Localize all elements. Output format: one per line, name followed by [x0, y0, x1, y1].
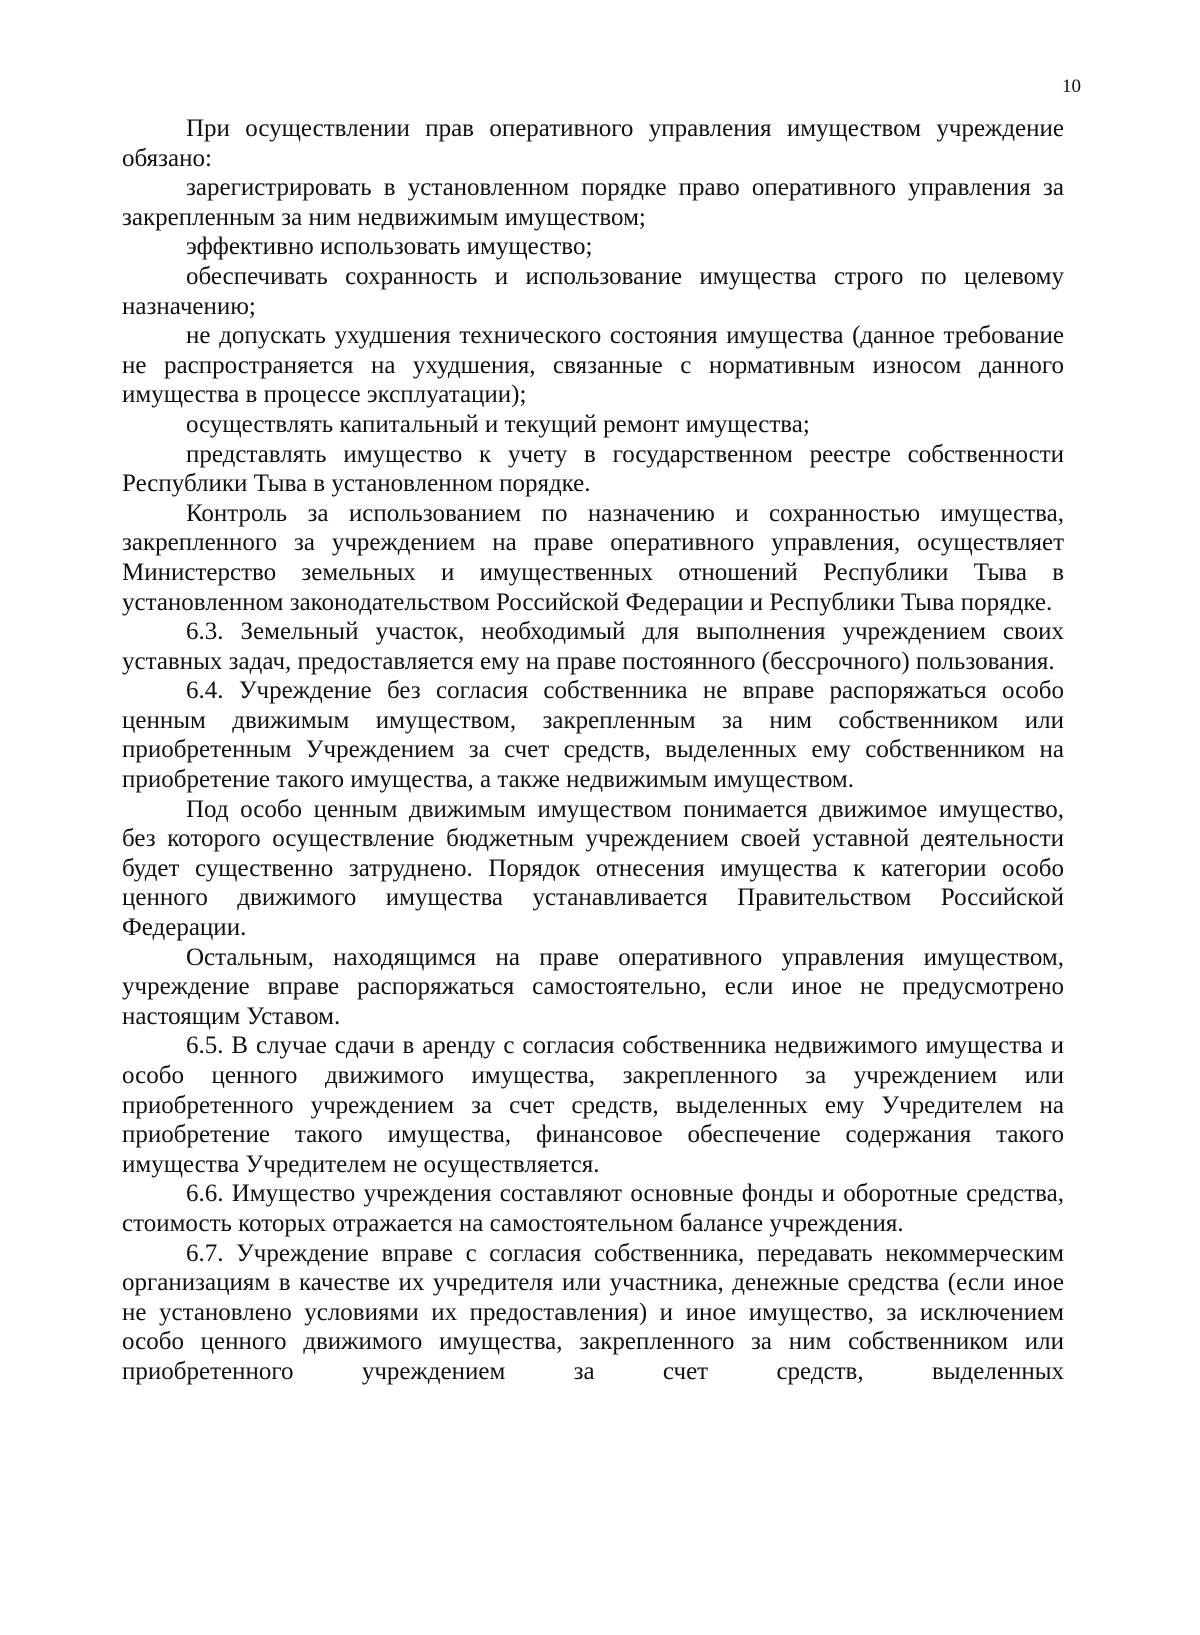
- page-number: 10: [1062, 76, 1081, 97]
- paragraph-6-6: 6.6. Имущество учреждения составляют основные фонды и оборотные средства, стоимость которых отражается на самостоятельном балансе учреждения.: [122, 1180, 1064, 1237]
- paragraph-other-property: Остальным, находящимся на праве оперативного управления имуществом, учреждение вправе распоряжаться самостоятельно, если иное не предусмотрено настоящим Уставом.: [122, 943, 1064, 1030]
- paragraph-register: зарегистрировать в установленном порядке право оперативного управления за закрепленным за ним недвижимым имуществом;: [122, 174, 1064, 231]
- paragraph-registry: представлять имущество к учету в государственном реестре собственности Республики Тыва в установленном порядке.: [122, 440, 1064, 498]
- paragraph-6-7: 6.7. Учреждение вправе с согласия собственника, передавать некоммерческим организациям в качестве их учредителя или участника, денежные средства (если иное не установлено условиями их предоставления) и иное имущество, за исключением особо ценного движимого имущества, закрепленного за ним собственником или приобретенного учреждением за счет средств, выделенных: [122, 1239, 1064, 1385]
- paragraph-6-5: 6.5. В случае сдачи в аренду с согласия собственника недвижимого имущества и особо ценного движимого имущества, закрепленного за учреждением или приобретенного учреждением за счет средств, выделенных ему Учредителем на приобретение такого имущества, финансовое обеспечение содержания такого имущества Учредителем не осуществляется.: [122, 1032, 1064, 1178]
- paragraph-control: Контроль за использованием по назначению и сохранностью имущества, закрепленного за учреждением на праве оперативного управления, осуществляет Министерство земельных и имущественных отношений Республики Тыва в установленном законодательством Российской Федерации и Республики Тыва порядке.: [122, 499, 1064, 616]
- paragraph-intro: При осуществлении прав оперативного управления имуществом учреждение обязано:: [122, 115, 1064, 172]
- paragraph-no-deterioration: не допускать ухудшения технического состояния имущества (данное требование не распространяется на ухудшения, связанные с нормативным износом данного имущества в процессе эксплуатации);: [122, 322, 1064, 409]
- document-body: [122, 114, 1064, 1387]
- paragraph-repair: осуществлять капитальный и текущий ремонт имущества;: [186, 410, 810, 438]
- paragraph-6-4: 6.4. Учреждение без согласия собственника не вправе распоряжаться особо ценным движимым имуществом, закрепленным за ним собственником или приобретенным Учреждением за счет средств, выделенных ему собственником на приобретение такого имущества, а также недвижимым имуществом.: [122, 677, 1064, 794]
- paragraph-preserve: обеспечивать сохранность и использование имущества строго по целевому назначению;: [122, 262, 1064, 320]
- paragraph-use-effectively: эффективно использовать имущество;: [186, 233, 593, 261]
- paragraph-6-3: 6.3. Земельный участок, необходимый для выполнения учреждением своих уставных задач, предоставляется ему на праве постоянного (бессрочного) пользования.: [122, 618, 1064, 675]
- paragraph-valuable-property: Под особо ценным движимым имуществом понимается движимое имущество, без которого осуществление бюджетным учреждением своей уставной деятельности будет существенно затруднено. Порядок отнесения имущества к категории особо ценного движимого имущества устанавливается Правительством Российской Федерации.: [122, 795, 1064, 942]
